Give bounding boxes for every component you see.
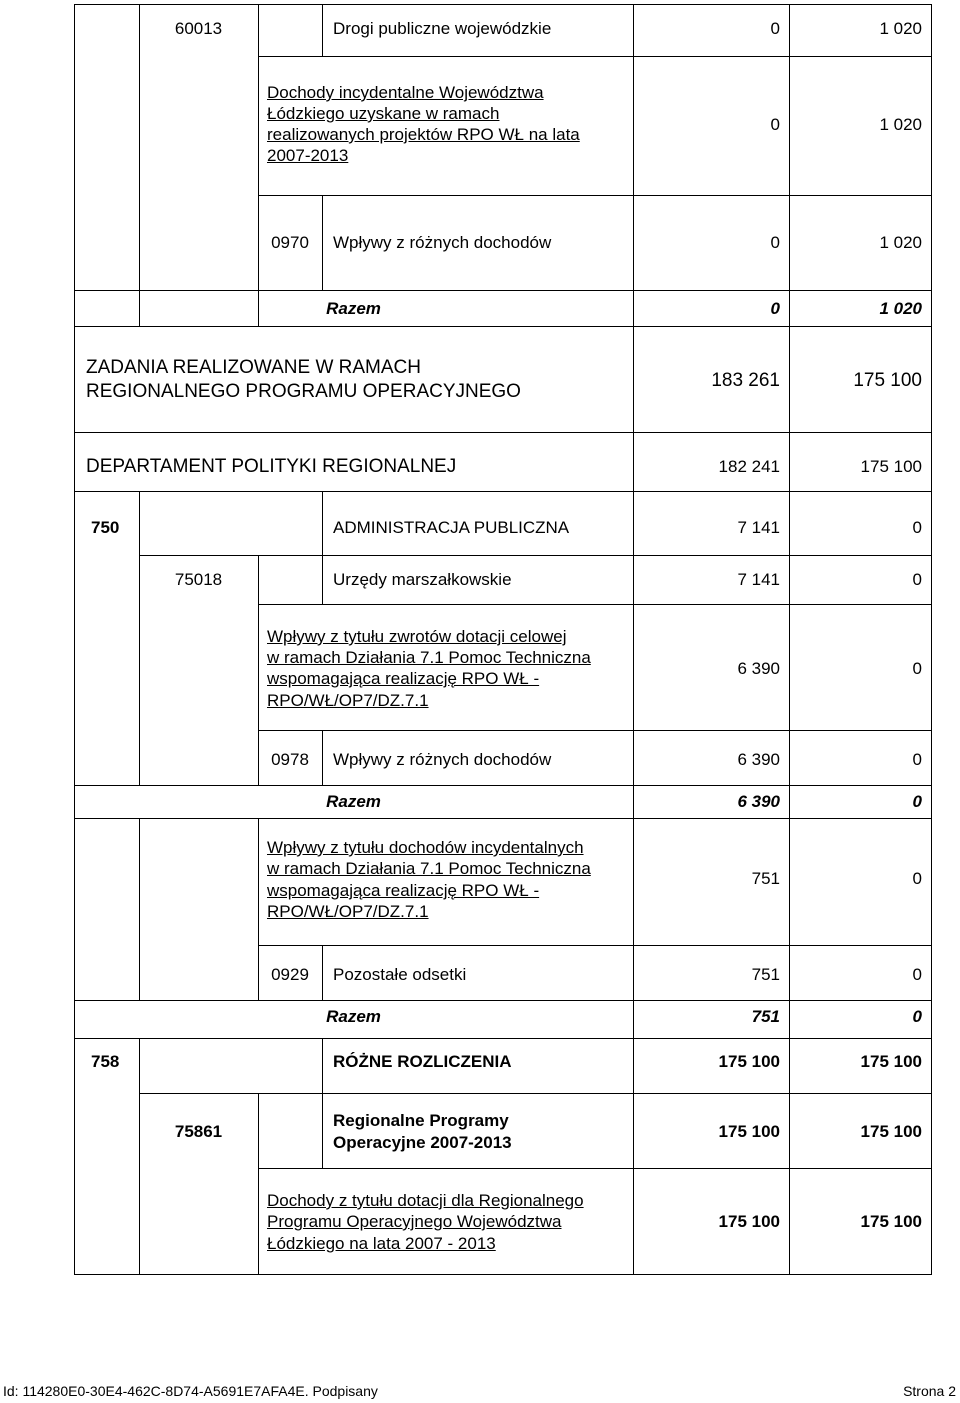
total-change: 0 [912,1007,922,1026]
row-name: ADMINISTRACJA PUBLICZNA [333,518,570,537]
row-change: 1 020 [879,233,922,252]
section-plan: 183 261 [711,370,780,391]
row-plan: 0 [770,115,780,134]
total-plan: 0 [770,299,780,318]
row-desc-line: Łódzkiego uzyskane w ramach [267,104,500,123]
row-plan: 0 [770,19,780,38]
total-label: Razem [326,792,381,811]
row-name: RÓŻNE ROZLICZENIA [333,1052,512,1071]
row-change: 0 [912,659,922,678]
row-desc-line: Dochody incydentalne Województwa [267,83,544,102]
page-number: Strona 2 [903,1383,956,1399]
total-plan: 6 390 [737,792,780,811]
row-change: 0 [912,750,922,769]
row-name: Wpływy z różnych dochodów [333,233,552,252]
row-name-line: Regionalne Programy [333,1111,509,1130]
row-code: 758 [91,1052,120,1071]
row-plan: 751 [751,869,780,888]
row-plan: 751 [751,965,780,984]
row-desc-line: Wpływy z tytułu dochodów incydentalnych [267,838,584,857]
row-change: 0 [912,965,922,984]
row-code: 75861 [174,1122,223,1141]
total-change: 1 020 [879,299,922,318]
row-name: Pozostałe odsetki [333,965,467,984]
row-plan: 6 390 [737,659,780,678]
row-desc-line: w ramach Działania 7.1 Pomoc Techniczna [267,648,591,667]
row-plan: 6 390 [737,750,780,769]
row-plan: 175 100 [718,1122,780,1141]
row-desc-line: 2007-2013 [267,146,349,165]
row-desc-line: realizowanych projektów RPO WŁ na lata [267,125,580,144]
row-desc-line: w ramach Działania 7.1 Pomoc Techniczna [267,859,591,878]
row-change: 1 020 [879,19,922,38]
total-change: 0 [912,792,922,811]
section-heading-line: ZADANIA REALIZOWANE W RAMACH [86,357,421,378]
row-code: 0929 [271,965,309,984]
section-heading-line: REGIONALNEGO PROGRAMU OPERACYJNEGO [86,381,521,402]
row-desc-line: wspomagająca realizację RPO WŁ - [267,881,540,900]
total-label: Razem [326,299,381,318]
row-name: Urzędy marszałkowskie [333,570,512,589]
row-change: 0 [912,869,922,888]
row-code: 0978 [271,750,309,769]
row-code: 0970 [271,233,309,252]
row-change: 175 100 [860,1122,922,1141]
row-plan: 175 100 [718,1212,780,1231]
row-name-line: Operacyjne 2007-2013 [333,1133,512,1152]
department-name: DEPARTAMENT POLITYKI REGIONALNEJ [86,456,457,477]
row-desc-line: Wpływy z tytułu zwrotów dotacji celowej [267,627,567,646]
row-plan: 0 [770,233,780,252]
document-id: Id: 114280E0-30E4-462C-8D74-A5691E7AFA4E. Podpisany [3,1383,378,1399]
section-change: 175 100 [853,370,922,391]
row-change: 175 100 [860,1212,922,1231]
department-plan: 182 241 [718,457,780,476]
total-label: Razem [326,1007,381,1026]
row-name: Wpływy z różnych dochodów [333,750,552,769]
row-code: 60013 [174,19,223,38]
department-change: 175 100 [860,457,922,476]
total-plan: 751 [751,1007,780,1026]
row-desc-line: Łódzkiego na lata 2007 - 2013 [267,1234,496,1253]
row-desc-line: RPO/WŁ/OP7/DZ.7.1 [267,691,429,710]
row-desc-line: Programu Operacyjnego Województwa [267,1212,562,1231]
row-plan: 7 141 [737,518,780,537]
row-desc-line: wspomagająca realizację RPO WŁ - [267,669,540,688]
row-name: Drogi publiczne wojewódzkie [333,19,552,38]
row-plan: 175 100 [718,1052,780,1071]
row-change: 0 [912,518,922,537]
row-plan: 7 141 [737,570,780,589]
row-change: 175 100 [860,1052,922,1071]
row-code: 75018 [174,570,223,589]
row-change: 0 [912,570,922,589]
row-change: 1 020 [879,115,922,134]
row-desc-line: RPO/WŁ/OP7/DZ.7.1 [267,902,429,921]
row-code: 750 [91,518,120,537]
row-desc-line: Dochody z tytułu dotacji dla Regionalnego [267,1191,584,1210]
